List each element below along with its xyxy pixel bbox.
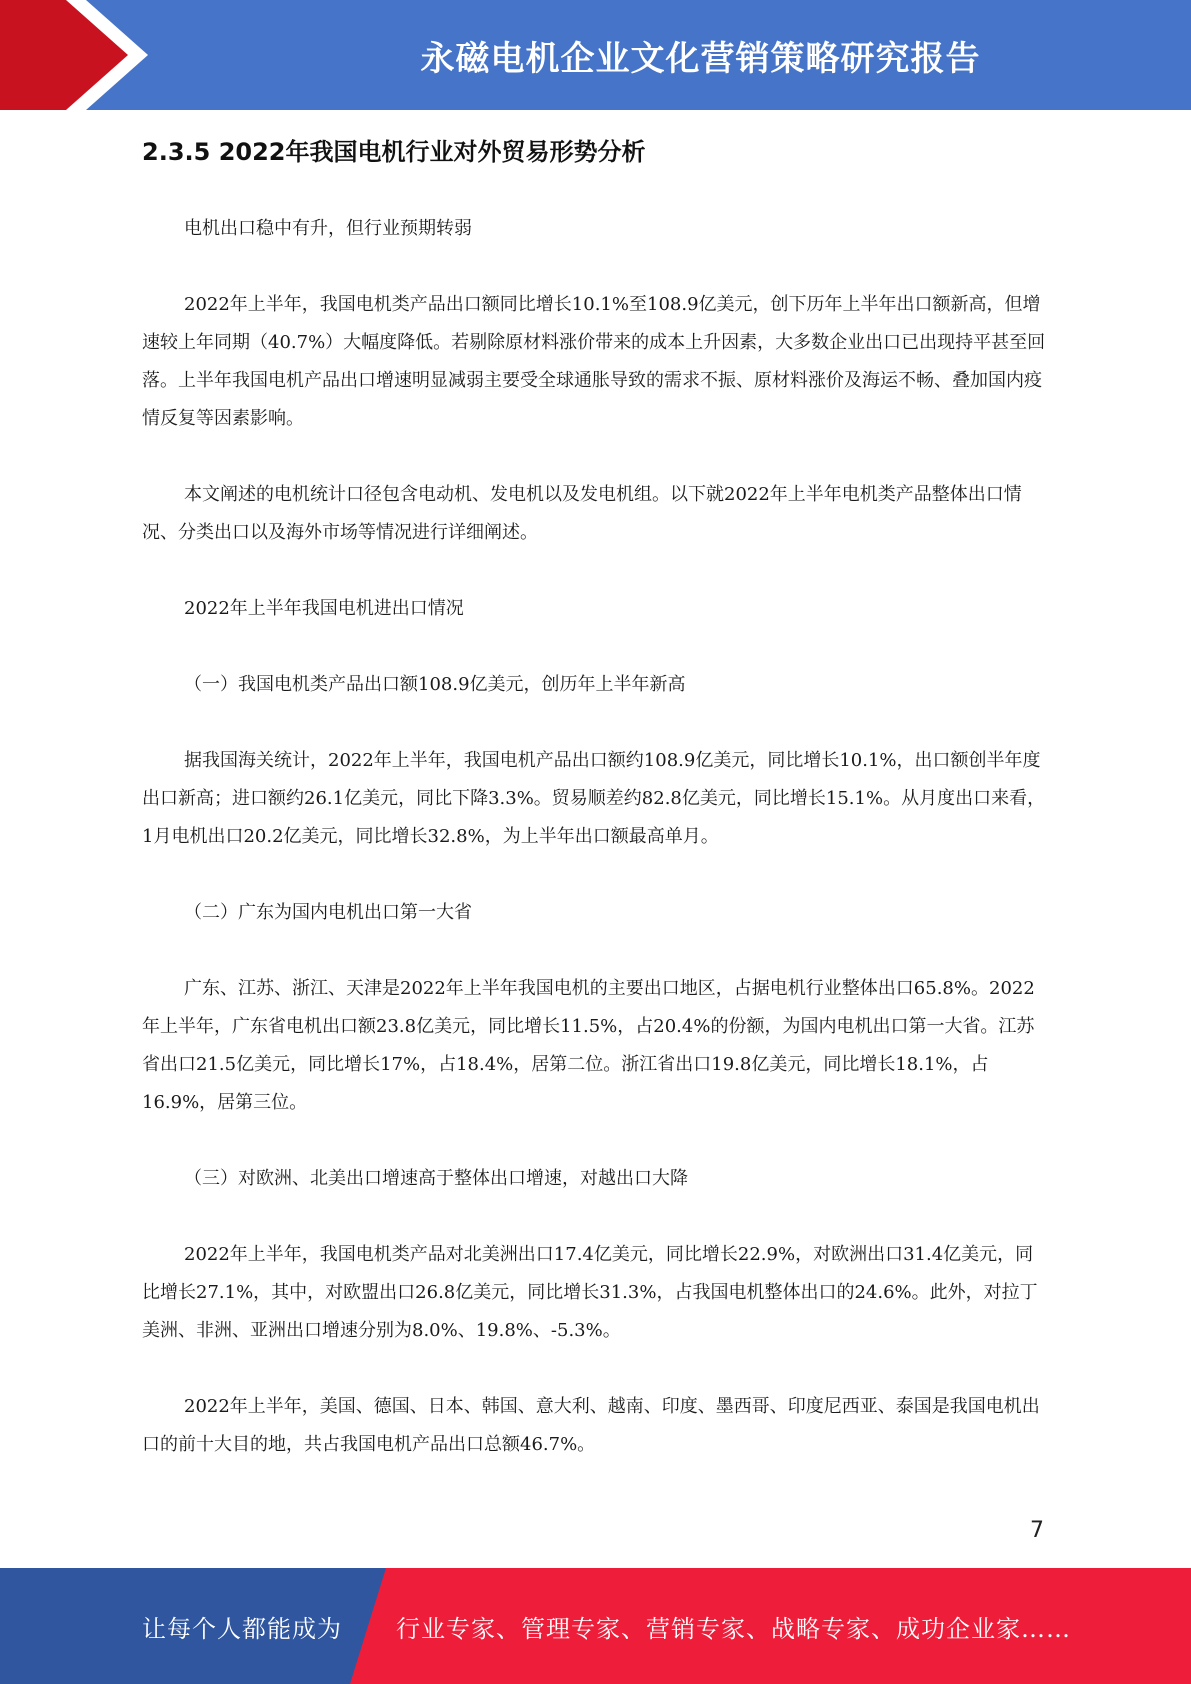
section-heading: 2.3.5 2022年我国电机行业对外贸易形势分析 xyxy=(142,138,646,166)
footer-left-text: 让每个人都能成为 xyxy=(142,1614,342,1643)
paragraph-subheading: （一）我国电机类产品出口额108.9亿美元，创历年上半年新高 xyxy=(184,674,686,695)
paragraph-subtitle: 电机出口稳中有升，但行业预期转弱 xyxy=(184,218,472,239)
body-content xyxy=(142,210,1047,1464)
paragraph: 2022年上半年，美国、德国、日本、韩国、意大利、越南、印度、墨西哥、印度尼西亚、泰国是我国电机出口的前十大目的地，共占我国电机产品出口总额46.7%。 xyxy=(142,1396,1040,1455)
page-number: 7 xyxy=(1030,1518,1044,1543)
header-title: 永磁电机企业文化营销策略研究报告 xyxy=(420,38,981,79)
paragraph-subheading: 2022年上半年我国电机进出口情况 xyxy=(184,598,464,619)
paragraph-subheading: （二）广东为国内电机出口第一大省 xyxy=(184,902,472,923)
page-header xyxy=(0,0,1191,110)
footer-right-text: 行业专家、管理专家、营销专家、战略专家、成功企业家…… xyxy=(396,1614,1071,1643)
paragraph: 本文阐述的电机统计口径包含电动机、发电机以及发电机组。以下就2022年上半年电机类产品整体出口情况、分类出口以及海外市场等情况进行详细阐述。 xyxy=(142,484,1022,543)
page-footer xyxy=(0,1568,1191,1684)
paragraph: 广东、江苏、浙江、天津是2022年上半年我国电机的主要出口地区，占据电机行业整体出口65.8%。2022年上半年，广东省电机出口额23.8亿美元，同比增长11.5%，占20.4%的份额，为国内电机出口第一大省。江苏省出口21.5亿美元，同比增长17%，占18.4%，居第二位。浙江省出口19.8亿美元，同比增长18.1%，占16.9%，居第三位。 xyxy=(142,978,1035,1113)
paragraph: 2022年上半年，我国电机类产品对北美洲出口17.4亿美元，同比增长22.9%，对欧洲出口31.4亿美元，同比增长27.1%，其中，对欧盟出口26.8亿美元，同比增长31.3%，占我国电机整体出口的24.6%。此外，对拉丁美洲、非洲、亚洲出口增速分别为8.0%、19.8%、-5.3%。 xyxy=(142,1244,1038,1341)
paragraph: 2022年上半年，我国电机类产品出口额同比增长10.1%至108.9亿美元，创下历年上半年出口额新高，但增速较上年同期（40.7%）大幅度降低。若剔除原材料涨价带来的成本上升因素，大多数企业出口已出现持平甚至回落。上半年我国电机产品出口增速明显减弱主要受全球通胀导致的需求不振、原材料涨价及海运不畅、叠加国内疫情反复等因素影响。 xyxy=(142,294,1046,429)
paragraph: 据我国海关统计，2022年上半年，我国电机产品出口额约108.9亿美元，同比增长10.1%，出口额创半年度出口新高；进口额约26.1亿美元，同比下降3.3%。贸易顺差约82.8亿美元，同比增长15.1%。从月度出口来看，1月电机出口20.2亿美元，同比增长32.8%，为上半年出口额最高单月。 xyxy=(142,750,1046,847)
paragraph-subheading: （三）对欧洲、北美出口增速高于整体出口增速，对越出口大降 xyxy=(184,1168,688,1189)
